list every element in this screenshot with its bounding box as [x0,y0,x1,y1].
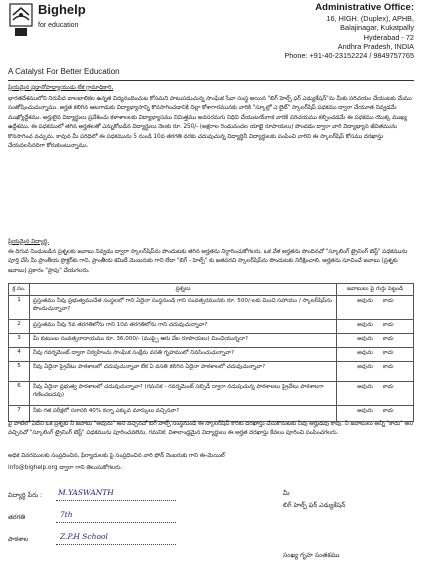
school-line [56,544,176,545]
bighelp-logo-icon [8,2,34,42]
office-address [284,2,414,60]
row-number: 7 [9,406,30,422]
question-text: నీవు గవర్నమెంట్ ద్వారా నిర్వహించు సాంఘిక సంక్షేమ వసతి గృహములో నివసించుచున్నావా? [30,348,337,362]
row-number: 2 [9,320,30,334]
organization-label: బిగ్ హెల్ప్ ఫర్ ఎడ్యుకేషన్ [283,502,346,509]
answer-cell[interactable] [337,362,414,382]
question-text: నీవు ఏదైనా ప్రైవేటు పాఠశాలలో చదువుచున్నావా లేక ఏ వసతి కలిగిన ఏదైనా పాఠశాలలో చదువుచున్నావా? [30,362,337,382]
office-line: Hyderabad - 72 [363,32,414,42]
contact-note: అధిక వివరములకు సంప్రదించిన, ఫిర్యాదులకు పై సంప్రదించిన వారి ఫోన్ నెంబరుకు గాని ఈ-మెయిల్ [8,453,225,459]
answer-no-marked: కాదు [382,298,394,304]
office-line: Balajinagar, Kukatpally [340,23,414,33]
office-title: Administrative Office: [315,2,414,13]
row-number: 6 [9,382,30,406]
answer-no-marked: కాదు [382,364,394,370]
table-row [9,382,414,406]
answer-yes: అవును [356,322,373,328]
question-text: ప్రస్తుతము నీవు 5వ తరగతిలోను గాని 10వ తరగతిలోను గాని చదువుచున్నావా? [30,320,337,334]
brand-block [38,2,86,30]
student-name-label: విద్యార్థి పేరు : [8,492,43,499]
table-row [9,334,414,348]
office-line: Andhra Pradesh, INDIA [337,41,414,51]
answer-cell[interactable] [337,382,414,406]
brand-name: Bighelp [38,2,86,17]
row-number: 4 [9,348,30,362]
brand-subtitle: for education [38,22,79,29]
letter-paragraph-1: భారతదేశములోని నిరుపేద బాలబాలికల ఉన్నత విద్యనందించుట కోసమని పాటుపడుచున్న సాంఘిక సేవా సంస్థ అయిన "బిగ్ హెల్ప్ ఫర్ ఎడ్యుకేషన్"ను మీకు పరిచయం చేయుటకు మేము సంతోషించుచున్నాము. అర్హత కలిగిన ఆటగాడుకు విద్యాభ్యాసాన్ని కొనసాగించడానికి నిల్లా కోశాగారమునకు వారికి "స్కూల్లో ఎ లైట్" స్కాలర్‌షిప్ పధకము ద్వారా చేయూత నివ్వడమే ముఖ్యోద్దేశము. అర్హులైన విద్యార్థులు ప్రవేశించు కళాశాలలకు విద్యాభ్యాసము నిమిత్తము అవసరమగు నిధిని చేయుటయేగాక వారికి పరిచయము కల్పించడమే ఈ పధకము యొక్క ముఖ్య ఉద్దేశము. ఈ పధకములో తగిన అర్హతలతో ఎన్నుకోబడిన విద్యార్థులు నెలకు రూ. 250/- (అక్షరాల రెండువందల యాభై రూపాయలు) పొందడం ద్వారా వారి విద్యాభ్యాస జీవితమును కొనసాగించ వచ్చును. కావున మీ పరిధిలో ఈ పధకమును 5 నుండి 10వ తరగతి వరకు చదువుచున్న విద్యార్థినీ విద్యార్థులకు పంపించి వారిని ఈ స్కాలర్‌షిప్ కోసము దరఖాస్తు చేయవలసినదిగా కోరుకుంటున్నాము. [8,96,412,150]
contact-email[interactable]: info@bighelp.org ద్వారా గాని తెలుసుకోగలరు. [8,465,123,471]
header-divider [8,80,414,81]
school-value[interactable]: Z.P.H School [60,532,108,541]
answer-yes: అవును [356,298,373,304]
answer-cell[interactable] [337,348,414,362]
answer-no-marked: కాదు [382,322,394,328]
answer-cell[interactable] [337,320,414,334]
row-number: 5 [9,362,30,382]
answer-no-marked: కాదు [382,336,394,342]
column-header-answers: జవాబులు పై గుర్తు పెట్టండి [337,284,414,296]
answer-no-marked: కాదు [382,408,394,414]
office-line: 16, HIGH. (Duplex), APHB, [326,14,414,23]
student-name-value[interactable]: M.YASWANTH [58,488,114,497]
question-text: ప్రస్తుతము నీవు ప్రభుత్వముచేత సంస్థలలో గాని ఏదైనా సంస్థనుండి గాని సంవత్సరమునకు రూ. 500/-లకు మించి సహాయం / స్కాలర్‌షిప్‌ను పొందుచున్నావా? [30,296,337,320]
column-header-questions: ప్రశ్నలు [30,284,337,296]
question-text: నీవు ఏదైనా ప్రభుత్వ పాఠశాలలో చదువుచున్నావా? (గమనిక - గవర్నమెంట్ సబ్సిడీ ద్వారా నడుపుచున్న పాఠశాలలు ప్రైవేటు పాఠశాలగా గణించబడవు) [30,382,337,406]
answer-cell[interactable] [337,334,414,348]
answer-yes: అవును [356,350,373,356]
answer-yes: అవును [356,364,373,370]
eligibility-note: పై వాటిలో ఏదేని ఒక ప్రశ్నకు నీ జవాబు "అవును" అని వచ్చినచో బిగ్ హెల్ప్ సంస్థనుండి ఈ స్కాలర్‌షిప్ కొరకు దరఖాస్తు చేసుకొనుటకు నీవు అర్హుడవు కావు. నీ జవాబులు అన్నీ "కాదు" అని వచ్చినచో "స్కూలింగ్ ట్రైనింగ్ టెస్ట్" పధకమును పూరించవలెను. గమనిక: విశాలాంధ్రమైన విద్యార్థులు ఈ అర్హత దరఖాస్తు కేవలం పూరించి పంపించగలరు. [8,421,413,437]
bottom-signature-label: సంఖ్య గృహ సంతకము [283,552,340,559]
row-number: 1 [9,296,30,320]
answer-yes: అవును [356,336,373,342]
answer-yes: అవును [356,408,373,414]
question-text: మీ కుటుంబ సంవత్సరాదాయము రూ. 36,000/- (ముప్పై ఆరు వేల రూపాయలు) మించియున్నదా? [30,334,337,348]
answer-yes: అవును [356,384,373,390]
signature-prefix: మీ [283,490,290,497]
question-text: నీకు గత పరీక్షలో సరాసరి 40% కన్నా ఎక్కువ మార్కులు వచ్చినవా? [30,406,337,422]
tagline: A Catalyst For Better Education [8,67,120,76]
office-phone: Phone: +91-40-23152224 / 9849757765 [284,51,414,61]
table-row [9,348,414,362]
eligibility-table [8,283,414,422]
column-header-number: క్ర.సం. [9,284,30,296]
class-label: తరగతి [8,514,26,521]
table-row [9,296,414,320]
answer-no-marked: కాదు [382,350,394,356]
answer-no-marked: కాదు [382,384,394,390]
school-label: పాఠశాల [8,536,29,543]
table-row [9,362,414,382]
row-number: 3 [9,334,30,348]
table-row [9,320,414,334]
class-line [56,522,176,523]
student-salutation: ప్రియమైన విద్యార్థి, [8,239,49,245]
letter-paragraph-2: ఈ దిగువ నిండుబడిన ప్రశ్నలకు జవాబు నివ్వడం ద్వారా స్కాలర్‌షిప్‌ను పొందుటకు తగిన అర్హతను నిర్ధారించుకోగలరు. ఒక వేళ అర్హతను పొందినచో "స్కూలింగ్ ట్రైనింగ్ టెస్ట్" పధకమును పూర్తి చేసి మీ ప్రాంతీయ ప్రొక్టర్‌కు గాని, ప్రాంతీయ కమిటీ మెంబరుకు గాని లేదా "బిగ్ - హెల్ప్" కు జతపరచి స్కాలర్‌షిప్‌ను పొందుటకు నిరీక్షించాలి. అర్హతను సూచించే జవాబు (ప్రశ్నకు జవాబు) ప్రకారం "ప్రాపు" చేయగలరు. [8,249,408,274]
salutation: ప్రియమైన ప్రధానోపాధ్యాయుడు లేక గ్రామాధికారి, [8,85,114,91]
answer-cell[interactable] [337,296,414,320]
student-name-line [56,500,176,501]
class-value[interactable]: 7th [60,510,73,519]
